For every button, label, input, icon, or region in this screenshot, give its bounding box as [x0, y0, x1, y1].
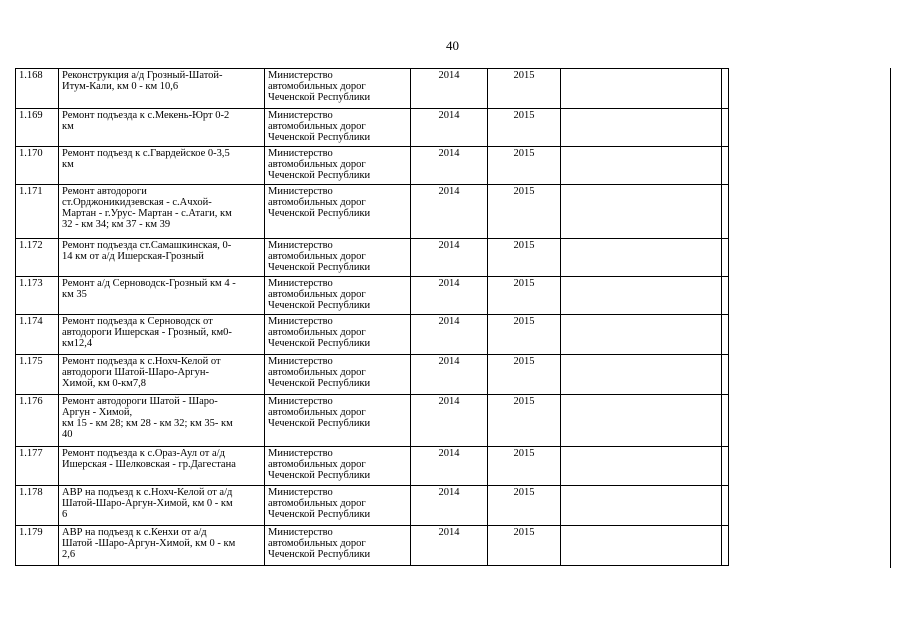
empty-cell — [722, 239, 729, 277]
row-number-cell: 1.176 — [16, 395, 59, 447]
end-year-cell: 2015 — [488, 315, 561, 355]
responsible-org-line: Министерство — [268, 356, 333, 367]
start-year-cell: 2014 — [411, 239, 488, 277]
table-body — [16, 69, 729, 566]
row-number-cell: 1.169 — [16, 109, 59, 147]
project-name-cell — [59, 395, 265, 447]
table-row — [16, 355, 729, 395]
project-name-line: Ремонт подъезда к с.Ораз-Аул от а/д — [62, 448, 225, 459]
project-name-line: км — [62, 159, 74, 170]
project-name-line: Шатой-Шаро-Аргун-Химой, км 0 - км — [62, 498, 233, 509]
responsible-org-cell — [265, 147, 411, 185]
empty-cell — [561, 277, 722, 315]
start-year-cell: 2014 — [411, 486, 488, 526]
start-year-cell: 2014 — [411, 395, 488, 447]
start-year-cell: 2014 — [411, 69, 488, 109]
project-name-line: ст.Орджоникидзевская - с.Ачхой- — [62, 197, 212, 208]
empty-cell — [722, 315, 729, 355]
project-name-line: Аргун - Химой, — [62, 407, 133, 418]
table-row — [16, 526, 729, 566]
empty-cell — [561, 355, 722, 395]
project-name-cell — [59, 355, 265, 395]
empty-cell — [722, 447, 729, 486]
responsible-org-line: Чеченской Республики — [268, 378, 371, 389]
project-name-line: Ремонт подъезда к с.Нохч-Келой от — [62, 356, 221, 367]
empty-cell — [561, 486, 722, 526]
empty-cell — [722, 395, 729, 447]
end-year-cell: 2015 — [488, 486, 561, 526]
project-name-line: 32 - км 34; км 37 - км 39 — [62, 219, 171, 230]
responsible-org-line: Чеченской Республики — [268, 208, 371, 219]
project-name-line: км 15 - км 28; км 28 - км 32; км 35- км — [62, 418, 233, 429]
start-year-cell: 2014 — [411, 355, 488, 395]
project-name-line: 14 км от а/д Ишерская-Грозный — [62, 251, 204, 262]
table-row — [16, 447, 729, 486]
responsible-org-cell — [265, 277, 411, 315]
project-name-line: автодороги Шатой-Шаро-Аргун- — [62, 367, 209, 378]
responsible-org-line: Чеченской Республики — [268, 509, 371, 520]
empty-cell — [722, 277, 729, 315]
project-name-line: автодороги Ишерская - Грозный, км0- — [62, 327, 232, 338]
responsible-org-line: Чеченской Республики — [268, 470, 371, 481]
project-name-cell — [59, 526, 265, 566]
project-name-cell — [59, 109, 265, 147]
table-row — [16, 486, 729, 526]
roads-table — [15, 68, 729, 566]
empty-cell — [561, 69, 722, 109]
responsible-org-line: Чеченской Республики — [268, 262, 371, 273]
table-row — [16, 147, 729, 185]
project-name-line: км12,4 — [62, 338, 93, 349]
project-name-line: АВР на подъезд к с.Нохч-Келой от а/д — [62, 487, 233, 498]
empty-cell — [561, 239, 722, 277]
end-year-cell: 2015 — [488, 447, 561, 486]
empty-cell — [722, 486, 729, 526]
project-name-line: Ремонт подъезд к с.Гвардейское 0-3,5 — [62, 148, 230, 159]
table-row — [16, 315, 729, 355]
end-year-cell: 2015 — [488, 395, 561, 447]
empty-cell — [722, 526, 729, 566]
project-name-cell — [59, 185, 265, 239]
project-name-line: Ремонт подъезда ст.Самашкинская, 0- — [62, 240, 232, 251]
row-number-cell: 1.178 — [16, 486, 59, 526]
responsible-org-line: Министерство — [268, 70, 333, 81]
responsible-org-line: автомобильных дорог — [268, 289, 366, 300]
empty-cell — [722, 109, 729, 147]
row-number-cell: 1.179 — [16, 526, 59, 566]
end-year-cell: 2015 — [488, 185, 561, 239]
responsible-org-cell — [265, 355, 411, 395]
responsible-org-line: Министерство — [268, 448, 333, 459]
project-name-line: Ремонт подъезда к Серноводск от — [62, 316, 213, 327]
end-year-cell: 2015 — [488, 277, 561, 315]
project-name-line: Ремонт автодороги Шатой - Шаро- — [62, 396, 218, 407]
empty-cell — [561, 109, 722, 147]
empty-cell — [561, 147, 722, 185]
start-year-cell: 2014 — [411, 277, 488, 315]
start-year-cell: 2014 — [411, 185, 488, 239]
end-year-cell: 2015 — [488, 355, 561, 395]
responsible-org-line: Чеченской Республики — [268, 549, 371, 560]
responsible-org-line: Чеченской Республики — [268, 338, 371, 349]
empty-cell — [561, 395, 722, 447]
project-name-line: км 35 — [62, 289, 87, 300]
start-year-cell: 2014 — [411, 315, 488, 355]
empty-cell — [722, 185, 729, 239]
table-row — [16, 239, 729, 277]
row-number-cell: 1.171 — [16, 185, 59, 239]
responsible-org-line: Чеченской Республики — [268, 132, 371, 143]
responsible-org-line: Министерство — [268, 148, 333, 159]
responsible-org-line: Чеченской Республики — [268, 418, 371, 429]
responsible-org-line: Министерство — [268, 316, 333, 327]
responsible-org-line: автомобильных дорог — [268, 498, 366, 509]
responsible-org-cell — [265, 185, 411, 239]
responsible-org-line: автомобильных дорог — [268, 81, 366, 92]
row-number-cell: 1.177 — [16, 447, 59, 486]
responsible-org-line: Министерство — [268, 186, 333, 197]
project-name-line: 40 — [62, 429, 73, 440]
responsible-org-cell — [265, 395, 411, 447]
end-year-cell: 2015 — [488, 109, 561, 147]
row-number-cell: 1.173 — [16, 277, 59, 315]
project-name-line: 2,6 — [62, 549, 76, 560]
responsible-org-cell — [265, 109, 411, 147]
table-row — [16, 69, 729, 109]
end-year-cell: 2015 — [488, 147, 561, 185]
row-number-cell: 1.174 — [16, 315, 59, 355]
responsible-org-line: автомобильных дорог — [268, 459, 366, 470]
project-name-line: Мартан - г.Урус- Мартан - с.Атаги, км — [62, 208, 232, 219]
empty-cell — [722, 355, 729, 395]
responsible-org-line: Чеченской Республики — [268, 300, 371, 311]
end-year-cell: 2015 — [488, 69, 561, 109]
project-name-line: Реконструкция а/д Грозный-Шатой- — [62, 70, 223, 81]
project-name-line: Ремонт автодороги — [62, 186, 147, 197]
responsible-org-cell — [265, 239, 411, 277]
empty-cell — [561, 185, 722, 239]
row-number-cell: 1.168 — [16, 69, 59, 109]
project-name-cell — [59, 69, 265, 109]
page-number: 40 — [446, 38, 459, 53]
row-number-cell: 1.172 — [16, 239, 59, 277]
project-name-line: Шатой -Шаро-Аргун-Химой, км 0 - км — [62, 538, 236, 549]
responsible-org-cell — [265, 447, 411, 486]
project-name-cell — [59, 447, 265, 486]
responsible-org-line: автомобильных дорог — [268, 327, 366, 338]
project-name-cell — [59, 486, 265, 526]
project-name-cell — [59, 239, 265, 277]
responsible-org-cell — [265, 69, 411, 109]
responsible-org-line: Чеченской Республики — [268, 92, 371, 103]
project-name-cell — [59, 147, 265, 185]
row-number-cell: 1.170 — [16, 147, 59, 185]
responsible-org-line: автомобильных дорог — [268, 197, 366, 208]
empty-cell — [722, 147, 729, 185]
responsible-org-line: автомобильных дорог — [268, 538, 366, 549]
end-year-cell: 2015 — [488, 239, 561, 277]
empty-cell — [561, 315, 722, 355]
project-name-line: км — [62, 121, 74, 132]
responsible-org-cell — [265, 486, 411, 526]
project-name-cell — [59, 277, 265, 315]
row-number-cell: 1.175 — [16, 355, 59, 395]
project-name-line: 6 — [62, 509, 68, 520]
project-name-line: Ишерская - Шелковская - гр.Дагестана — [62, 459, 236, 470]
start-year-cell: 2014 — [411, 526, 488, 566]
table-row — [16, 185, 729, 239]
responsible-org-line: автомобильных дорог — [268, 251, 366, 262]
empty-cell — [722, 69, 729, 109]
responsible-org-line: Министерство — [268, 278, 333, 289]
project-name-line: Химой, км 0-км7,8 — [62, 378, 146, 389]
responsible-org-line: автомобильных дорог — [268, 407, 366, 418]
end-year-cell: 2015 — [488, 526, 561, 566]
table-row — [16, 277, 729, 315]
project-name-line: Ремонт а/д Серноводск-Грозный км 4 - — [62, 278, 236, 289]
responsible-org-line: Министерство — [268, 527, 333, 538]
start-year-cell: 2014 — [411, 447, 488, 486]
table-row — [16, 395, 729, 447]
project-name-line: Ремонт подъезда к с.Мекень-Юрт 0-2 — [62, 110, 230, 121]
responsible-org-line: автомобильных дорог — [268, 367, 366, 378]
empty-cell — [561, 447, 722, 486]
responsible-org-line: автомобильных дорог — [268, 121, 366, 132]
responsible-org-line: Министерство — [268, 240, 333, 251]
project-name-line: Итум-Кали, км 0 - км 10,6 — [62, 81, 179, 92]
table-row — [16, 109, 729, 147]
start-year-cell: 2014 — [411, 109, 488, 147]
project-name-cell — [59, 315, 265, 355]
responsible-org-line: Министерство — [268, 396, 333, 407]
start-year-cell: 2014 — [411, 147, 488, 185]
project-name-line: АВР на подъезд к с.Кенхи от а/д — [62, 527, 207, 538]
responsible-org-cell — [265, 526, 411, 566]
responsible-org-line: Чеченской Республики — [268, 170, 371, 181]
responsible-org-line: Министерство — [268, 110, 333, 121]
responsible-org-cell — [265, 315, 411, 355]
responsible-org-line: Министерство — [268, 487, 333, 498]
responsible-org-line: автомобильных дорог — [268, 159, 366, 170]
empty-cell — [561, 526, 722, 566]
page-margin-rule — [890, 68, 891, 568]
